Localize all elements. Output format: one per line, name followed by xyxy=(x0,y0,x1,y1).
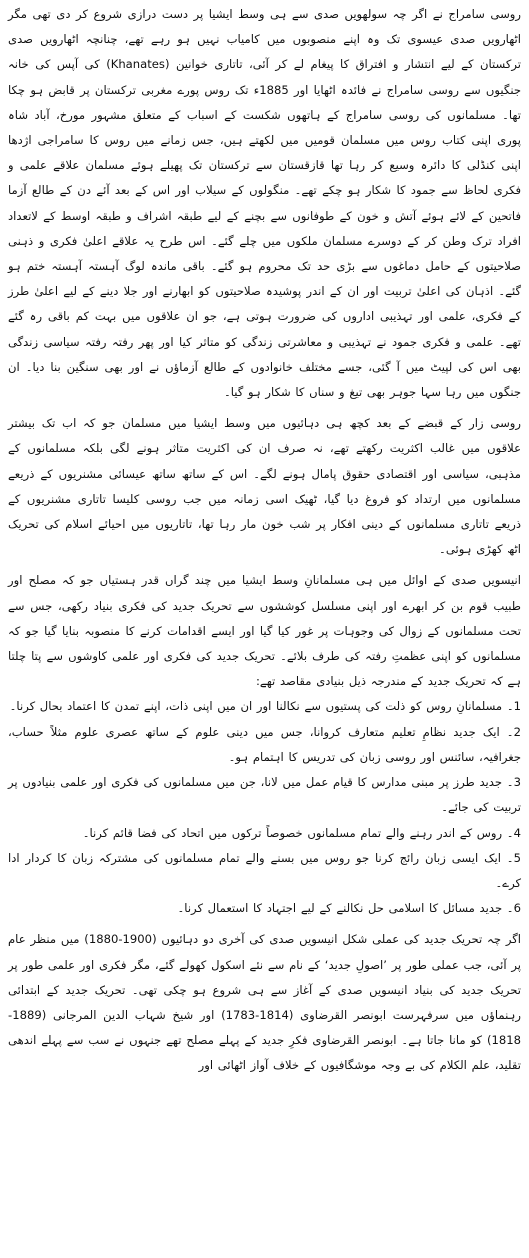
objective-item: 4۔ روس کے اندر رہنے والے تمام مسلمانوں خصوصاً ترکوں میں اتحاد کی فضا قائم کرنا۔ xyxy=(82,825,521,840)
objective-item: 5۔ ایک ایسی زبان رائج کرنا جو روس میں بسنے والے تمام مسلمانوں کی مشترکہ زبان کا کردار ادا کرے۔ xyxy=(8,850,521,890)
objective-item: 6۔ جدید مسائل کا اسلامی حل نکالنے کے لیے اجتہاد کا استعمال کرنا۔ xyxy=(177,901,521,916)
document-body xyxy=(8,0,521,1079)
paragraph-tsarist-rule: روسی زار کے قبضے کے بعد کچھ ہی دہائیوں میں وسط ایشیا میں مسلمان جو کہ اب تک بیشتر علاقوں میں غالب اکثریت رکھتے تھے، نہ صرف ان کی اکثریت متاثر ہونے لگی بلکہ مسلمانوں کے مذہبی، سیاسی اور اقتصادی حقوق پامال ہونے لگے۔ اس کے ساتھ ساتھ عیسائی مشنریوں کے ذریعے مسلمانوں میں ارتداد کو فروغ دیا گیا، ٹھیک اسی زمانہ میں جب روسی کلیسا تاتاری مشنریوں کے ذریعے تاتاری مسلمانوں کے دینی افکار پر شب خون مار رہا تھا، تاتاریوں میں احیائے اسلام کی تحریک اٹھ کھڑی ہوئی۔ xyxy=(8,416,521,557)
objective-item: 2۔ ایک جدید نظامِ تعلیم متعارف کروانا، جس میں دینی علوم کے ساتھ عصری علوم مثلاً حساب، جغرافیہ، سائنس اور روسی زبان کی تدریس کا اہتمام ہو۔ xyxy=(8,724,521,764)
paragraph-russian-conquest: روسی سامراج نے اگر چہ سولھویں صدی سے ہی وسط ایشیا پر دست درازی شروع کر دی تھی مگر اٹھارویں صدی عیسوی تک وہ اپنے منصوبوں میں کامیاب نہیں ہو رہے تھے، چنانچہ اٹھارویں صدی ترکستان کے لیے انتشار و افتراق کا پیغام لے کر آئی، تاتاری خوانین (Khanates) کی آپس کی خانہ جنگیوں سے روسی سامراج نے فائدہ اٹھایا اور 1885ء تک روس پورے مغربی ترکستان پر قابض ہو چکا تھا۔ مسلمانوں کی روسی سامراج کے ہاتھوں شکست کے اسباب کے متعلق مشہور مورخ، آباد شاہ پوری اپنی کتاب روس میں مسلمان قومیں میں لکھتے ہیں، جس زمانے میں روس کا سامراجی اژدھا اپنی کنڈلی کا دائرہ وسیع کر رہا تھا قازقستان سے ترکستان تک پھیلے ہوئے مسلمان علاقے علمی و فکری لحاظ سے جمود کا شکار ہو چکے تھے۔ منگولوں کے سیلاب اور اس کے بعد آئے دن کے طالع آزما فاتحین کے لائے ہوئے آتش و خون کے طوفانوں سے بچنے کے لیے طبقہ اشراف و طبقہ اوسط کے لاتعداد افراد ترک وطن کر کے دوسرے مسلمان ملکوں میں چلے گئے۔ اس طرح یہ علاقے اعلیٰ فکری و ذہنی صلاحیتوں کے حامل دماغوں سے بڑی حد تک محروم ہو گئے۔ باقی ماندہ لوگ آہستہ آہستہ ختم ہو گئے۔ اذہان کی اعلیٰ تربیت اور ان کے اندر پوشیدہ صلاحیتوں کو ابھارنے اور جلا دینے کے لیے اعلیٰ طرز کے فکری، علمی اور تہذیبی اداروں کی ضرورت ہوتی ہے، جو ان علاقوں میں بہت کم باقی رہ گئے تھے۔ علمی و فکری جمود نے تہذیبی و معاشرتی زندگی کو متاثر کیا اور پھر رفتہ رفتہ سیاسی زندگی بھی اس کی لپیٹ میں آ گئی، جسے مختلف خانوادوں کے طالع آزماؤں نے اور بھی سنگین بنا دیا۔ ان جنگوں میں رہا سہا جوہر بھی تیغ و سناں کا شکار ہو گیا۔ xyxy=(8,7,521,400)
paragraph-jadid-history: اگر چہ تحریک جدید کی عملی شکل انیسویں صدی کی آخری دو دہائیوں (1900-1880) میں منظر عام پر آئی، جب عملی طور پر ’اصولِ جدید‘ کے نام سے نئے اسکول کھولے گئے، مگر فکری اور علمی طور پر تحریک جدید کی بنیاد انیسویں صدی کے آغاز سے ہی شروع ہو چکی تھی۔ تحریک جدید کے ابتدائی رہنماؤں میں سرفہرست ابونصر القرضاوی (1814-1783) اور شیخ شہاب الدین المرجانی (1889-1818) کو مانا جاتا ہے۔ ابونصر القرضاوی فکرِ جدید کے پہلے مصلح تھے جنہوں نے سب سے پہلے اندھی تقلید، علم الکلام کی بے وجہ موشگافیوں کے خلاف آواز اٹھائی اور xyxy=(8,932,521,1073)
paragraph-reform-movement: انیسویں صدی کے اوائل میں ہی مسلمانانِ وسط ایشیا میں چند گراں قدر ہستیاں جو کہ مصلح اور طبیب قوم بن کر ابھرے اور اپنی مسلسل کوششوں سے تحریک جدید کی فکری بنیاد رکھی، جس سے تحت مسلمانوں کے زوال کی وجوہات پر غور کیا گیا اور ایسے اقدامات کرنے کا منصوبہ بنایا گیا جو کہ مسلمانوں کو اپنی عظمتِ رفتہ کی طرف بلائے۔ تحریک جدید کی فکری اور علمی کاوشوں سے پتا چلتا ہے کہ تحریک جدید کے مندرجہ ذیل بنیادی مقاصد تھے: xyxy=(8,573,521,689)
objective-item: 3۔ جدید طرز پر مبنی مدارس کا قیام عمل میں لانا، جن میں مسلمانوں کی فکری اور علمی بنیادوں پر تربیت کی جائے۔ xyxy=(8,775,521,815)
objective-item: 1۔ مسلمانانِ روس کو ذلت کی پستیوں سے نکالنا اور ان میں اپنی ذات، اپنے تمدن کا اعتماد بحال کرنا۔ xyxy=(9,699,521,714)
